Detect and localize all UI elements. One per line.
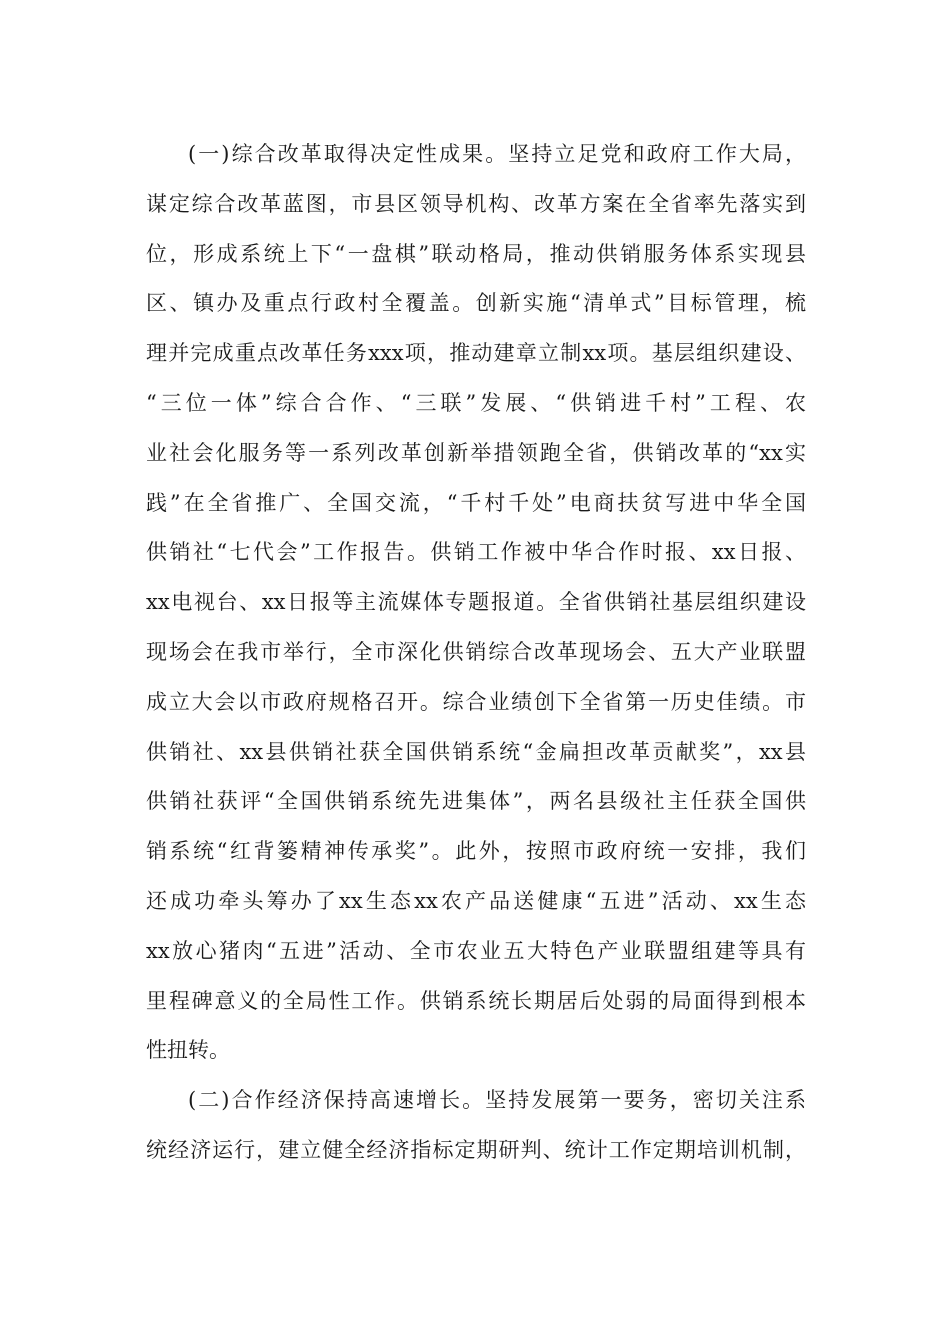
text-line: 业社会化服务等一系列改革创新举措领跑全省，供销改革的“xx实 [146, 440, 806, 465]
text-line: xx放心猪肉“五进”活动、全市农业五大特色产业联盟组建等具有 [146, 938, 806, 963]
text-line: (二)合作经济保持高速增长。坚持发展第一要务，密切关注系 [188, 1088, 806, 1113]
text-line: 还成功牵头筹办了xx生态xx农产品送健康“五进”活动、xx生态 [146, 888, 806, 913]
document-body [146, 130, 806, 1176]
paragraph-1 [146, 130, 806, 1076]
text-line: 供销社、xx县供销社获全国供销系统“金扁担改革贡献奖”，xx县 [146, 739, 806, 764]
text-line: 区、镇办及重点行政村全覆盖。创新实施“清单式”目标管理，梳 [146, 291, 806, 316]
text-line: xx电视台、xx日报等主流媒体专题报道。全省供销社基层组织建设 [146, 590, 806, 615]
paragraph-2 [146, 1076, 806, 1176]
text-line: “三位一体”综合合作、“三联”发展、“供销进千村”工程、农 [146, 390, 806, 415]
text-line: 成立大会以市政府规格召开。综合业绩创下全省第一历史佳绩。市 [146, 689, 806, 714]
text-line: 里程碑意义的全局性工作。供销系统长期居后处弱的局面得到根本 [146, 988, 806, 1013]
text-line: 供销社“七代会”工作报告。供销工作被中华合作时报、xx日报、 [146, 540, 806, 565]
text-line: 谋定综合改革蓝图，市县区领导机构、改革方案在全省率先落实到 [146, 191, 806, 216]
text-line: (一)综合改革取得决定性成果。坚持立足党和政府工作大局， [188, 142, 806, 166]
text-line: 现场会在我市举行，全市深化供销综合改革现场会、五大产业联盟 [146, 639, 806, 664]
text-line: 践”在全省推广、全国交流，“千村千处”电商扶贫写进中华全国 [146, 490, 806, 515]
text-line: 供销社获评“全国供销系统先进集体”，两名县级社主任获全国供 [146, 789, 806, 814]
text-line: 性扭转。 [146, 1038, 230, 1063]
text-line: 理并完成重点改革任务xxx项，推动建章立制xx项。基层组织建设、 [146, 341, 806, 366]
text-line: 位，形成系统上下“一盘棋”联动格局，推动供销服务体系实现县 [146, 241, 806, 266]
text-line: 销系统“红背篓精神传承奖”。此外，按照市政府统一安排，我们 [146, 839, 806, 864]
text-line: 统经济运行，建立健全经济指标定期研判、统计工作定期培训机制， [146, 1137, 806, 1162]
